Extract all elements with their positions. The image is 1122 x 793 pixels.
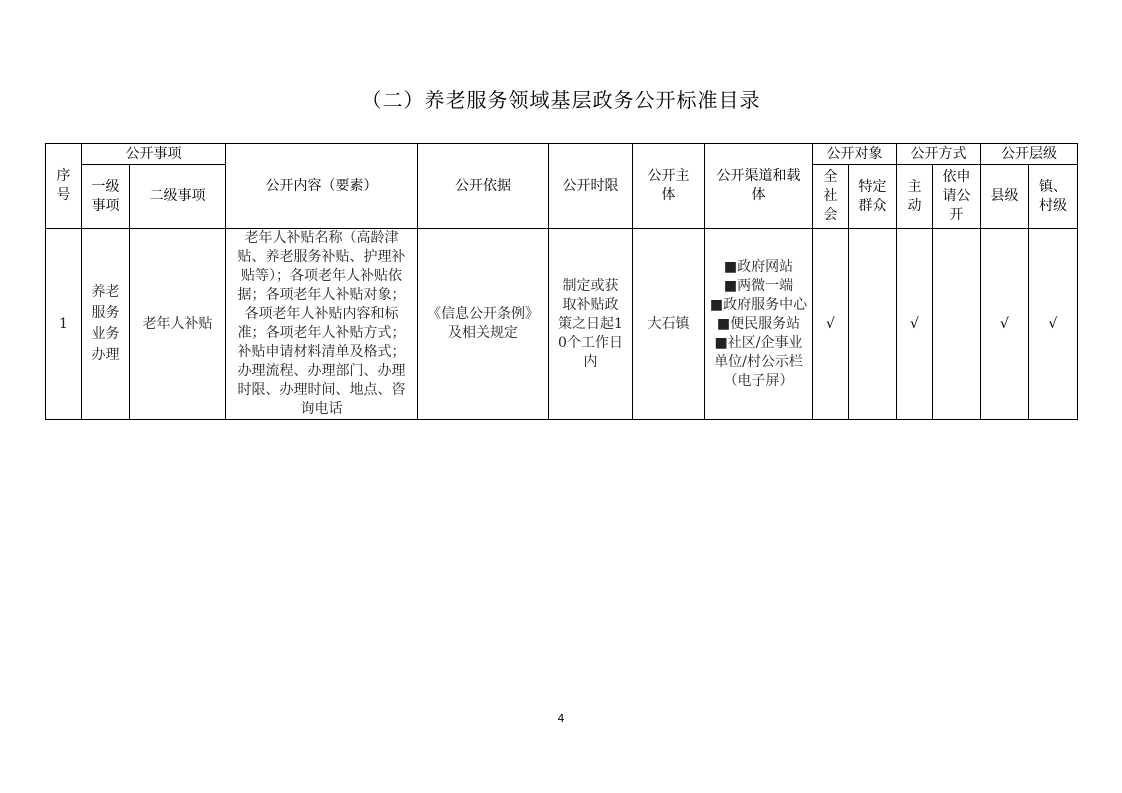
row-method-apply xyxy=(933,229,981,420)
row-channels xyxy=(705,229,813,420)
row-content xyxy=(226,229,418,420)
header-target-specific-label: 特定群众 xyxy=(858,178,887,214)
row-level2: 老年人补贴 xyxy=(130,229,226,420)
header-method-active-label: 主动 xyxy=(907,178,922,214)
row-level-county: √ xyxy=(981,229,1029,420)
row-basis xyxy=(418,229,549,420)
channel-item: ■便民服务站 xyxy=(716,315,801,332)
header-target-all-label: 全社会 xyxy=(823,169,838,223)
row-target-all: √ xyxy=(813,229,849,420)
header-method-apply xyxy=(933,165,981,229)
header-subject xyxy=(633,144,705,229)
row-method-active: √ xyxy=(897,229,933,420)
row-subject: 大石镇 xyxy=(633,229,705,420)
header-level-town-label: 镇、村级 xyxy=(1039,178,1067,214)
header-level1-label: 一级事项 xyxy=(91,178,120,214)
header-row-1 xyxy=(46,144,1078,165)
row-basis-text: 《信息公开条例》及相关规定 xyxy=(427,306,539,341)
channel-item: ■两微一端 xyxy=(723,277,794,294)
row-time-limit-text: 制定或获取补贴政策之日起10个工作日内 xyxy=(558,277,623,370)
page-number: 4 xyxy=(557,712,565,725)
header-level1 xyxy=(82,165,130,229)
row-time-limit xyxy=(549,229,633,420)
header-method-group: 公开方式 xyxy=(897,144,981,165)
page-title: （二）养老服务领域基层政务公开标准目录 xyxy=(361,88,761,112)
header-method-active xyxy=(897,165,933,229)
table-row xyxy=(46,229,1078,420)
header-method-apply-label: 依申请公开 xyxy=(942,169,971,223)
header-content: 公开内容（要素） xyxy=(226,144,418,229)
row-level1 xyxy=(82,229,130,420)
channel-item: ■社区/企事业单位/村公示栏（电子屏） xyxy=(714,334,803,389)
header-level-county: 县级 xyxy=(981,165,1029,229)
standard-catalog-table xyxy=(45,143,1078,420)
header-target-group: 公开对象 xyxy=(813,144,897,165)
header-seq-label: 序号 xyxy=(56,168,71,203)
header-channel xyxy=(705,144,813,229)
header-seq xyxy=(46,144,82,229)
header-time-limit: 公开时限 xyxy=(549,144,633,229)
header-level-group: 公开层级 xyxy=(981,144,1078,165)
header-level2: 二级事项 xyxy=(130,165,226,229)
row-level1-text: 养老服务业务办理 xyxy=(91,284,120,363)
header-target-specific xyxy=(849,165,897,229)
channel-item: ■政府网站 xyxy=(723,258,794,275)
header-subject-label: 公开主体 xyxy=(647,168,690,203)
header-item-group: 公开事项 xyxy=(82,144,226,165)
header-channel-label: 公开渠道和载体 xyxy=(716,168,801,203)
header-level-town xyxy=(1029,165,1078,229)
header-target-all xyxy=(813,165,849,229)
row-content-text: 老年人补贴名称（高龄津贴、养老服务补贴、护理补贴等）；各项老年人补贴依据；各项老年人补贴对象；各项老年人补贴内容和标准；各项老年人补贴方式；补贴申请材料清单及格式；办理流程、办理部门、办理时限、办理时间、地点、咨询电话 xyxy=(237,230,406,417)
header-basis: 公开依据 xyxy=(418,144,549,229)
row-level-town: √ xyxy=(1029,229,1078,420)
row-target-specific xyxy=(849,229,897,420)
channel-item: ■政府服务中心 xyxy=(709,296,808,313)
row-seq: 1 xyxy=(46,229,82,420)
